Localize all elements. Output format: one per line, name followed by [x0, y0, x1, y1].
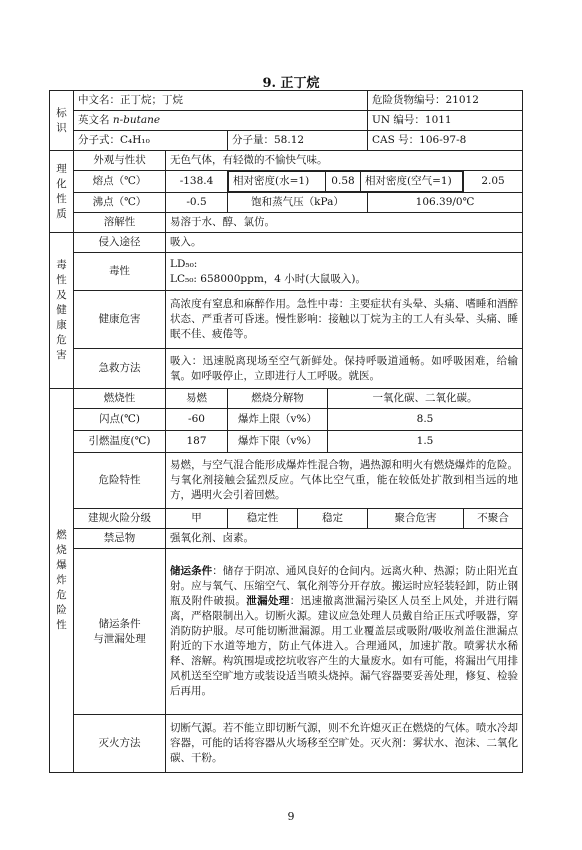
storage-label: 储运条件 与泄漏处理 [74, 549, 166, 715]
lc50: LC₅₀: 658000ppm，4 小时(大鼠吸入)。 [170, 272, 366, 285]
first-aid-label: 急救方法 [74, 349, 166, 389]
msds-table [49, 90, 523, 773]
toxicity-value [166, 253, 523, 291]
solubility-label: 溶解性 [74, 213, 166, 233]
page-title: 9. 正丁烷 [262, 76, 320, 91]
appearance-value: 无色气体，有轻微的不愉快气味。 [166, 151, 523, 171]
category-toxicity: 毒 性 及 健 康 危 害 [50, 233, 74, 389]
fire-class-value: 甲 [166, 509, 228, 529]
en-name: n-butane [112, 114, 161, 126]
route-label: 侵入途径 [74, 233, 166, 253]
incompatible-value: 强氧化剂、卤素。 [166, 529, 523, 549]
category-fire: 燃 烧 爆 炸 危 险 性 [50, 389, 74, 773]
boiling-point-label: 沸点（℃） [74, 193, 166, 213]
boiling-point-value: -0.5 [166, 193, 228, 213]
polymer-label: 聚合危害 [368, 509, 464, 529]
vapor-pressure-value: 106.39/0℃ [368, 193, 523, 213]
flash-point-label: 闪点(℃) [74, 409, 166, 431]
health-label: 健康危害 [74, 291, 166, 349]
combustibility-label: 燃烧性 [74, 389, 166, 409]
decomposition-label: 燃烧分解物 [228, 389, 328, 409]
solubility-value: 易溶于水、醇、氯仿。 [166, 213, 523, 233]
storage-value: 储运条件：储存于阴凉、通风良好的仓间内。远离火种、热源；防止阳光直射。应与氧气、压缩空气、氧化剂等分开存放。搬运时应轻装轻卸，防止钢瓶及附件破损。泄漏处理：迅速撤离泄漏污染区人员至上风处，并进行隔离，严格限制出入。切断火源。建议应急处理人员戴自给正压式呼吸器，穿消防防护服。尽可能切断泄漏源。用工业覆盖层或吸附/吸收剂盖住泄漏点附近的下水道等地方，防止气体进入。合理通风，加速扩散。喷雾状水稀释、溶解。构筑围堤或挖坑收容产生的大量废水。如有可能，将漏出气用排风机送至空旷地方或装设适当喷头烧掉。漏气容器要妥善处理，修复、检验后再用。 [166, 549, 523, 715]
density-water-value: 0.58 [326, 172, 361, 192]
density-air-label: 相对密度(空气=1) [361, 172, 463, 192]
extinguish-value: 切断气源。若不能立即切断气源，则不允许熄灭正在燃烧的气体。喷水冷却容器，可能的话将容器从火场移至空旷处。灭火剂：雾状水、泡沫、二氧化碳、干粉。 [166, 715, 523, 773]
density-group [228, 171, 464, 193]
cas-number: CAS 号：106-97-8 [368, 131, 523, 151]
melting-point-value: -138.4 [166, 171, 228, 193]
category-identity: 标 识 [50, 91, 74, 151]
en-name-cell: 英文名 n-butane [74, 111, 368, 131]
density-water-label: 相对密度(水=1) [229, 172, 326, 192]
appearance-label: 外观与性状 [74, 151, 166, 171]
flash-point-value: -60 [166, 409, 228, 431]
combustibility-value: 易燃 [166, 389, 228, 409]
stability-label: 稳定性 [228, 509, 298, 529]
route-value: 吸入。 [166, 233, 523, 253]
health-value: 高浓度有窒息和麻醉作用。急性中毒：主要症状有头晕、头痛、嗜睡和酒醉状态、严重者可昏迷。慢性影响：接触以丁烷为主的工人有头晕、头痛、睡眠不佳、疲倦等。 [166, 291, 523, 349]
upper-limit-value: 8.5 [328, 409, 523, 431]
melting-point-label: 熔点（℃） [74, 171, 166, 193]
formula: C₄H₁₀ [120, 134, 150, 146]
incompatible-label: 禁忌物 [74, 529, 166, 549]
decomposition-value: 一氧化碳、二氧化碳。 [328, 389, 523, 409]
cn-name: 中文名：正丁烷；丁烷 [74, 91, 368, 111]
storage-heading: 储运条件 [170, 565, 213, 577]
extinguish-label: 灭火方法 [74, 715, 166, 773]
lower-limit-label: 爆炸下限（v%） [228, 431, 328, 453]
danger-value: 易燃，与空气混合能形成爆炸性混合物，遇热源和明火有燃烧爆炸的危险。与氧化剂接触会猛烈反应。气体比空气重，能在较低处扩散到相当远的地方，遇明火会引着回燃。 [166, 453, 523, 509]
ld50: LD₅₀: [170, 257, 198, 270]
molecular-weight: 分子量：58.12 [228, 131, 368, 151]
lower-limit-value: 1.5 [328, 431, 523, 453]
ignition-temp-value: 187 [166, 431, 228, 453]
first-aid-value: 吸入：迅速脱离现场至空气新鲜处。保持呼吸道通畅。如呼吸困难，给输氧。如呼吸停止，立即进行人工呼吸。就医。 [166, 349, 523, 389]
ignition-temp-label: 引燃温度(℃) [74, 431, 166, 453]
toxicity-label: 毒性 [74, 253, 166, 291]
fire-class-label: 建规火险分级 [74, 509, 166, 529]
leak-heading: 泄漏处理 [246, 595, 290, 607]
category-physchem: 理 化 性 质 [50, 151, 74, 233]
polymer-value: 不聚合 [464, 509, 523, 529]
hazard-number: 危险货物编号：21012 [368, 91, 523, 111]
danger-label: 危险特性 [74, 453, 166, 509]
upper-limit-label: 爆炸上限（v%） [228, 409, 328, 431]
un-number: UN 编号：1011 [368, 111, 523, 131]
formula-cell: 分子式：C₄H₁₀ [74, 131, 228, 151]
page-number: 9 [287, 810, 295, 823]
vapor-pressure-label: 饱和蒸气压（kPa） [228, 193, 368, 213]
stability-value: 稳定 [298, 509, 368, 529]
density-air-value: 2.05 [464, 171, 523, 193]
